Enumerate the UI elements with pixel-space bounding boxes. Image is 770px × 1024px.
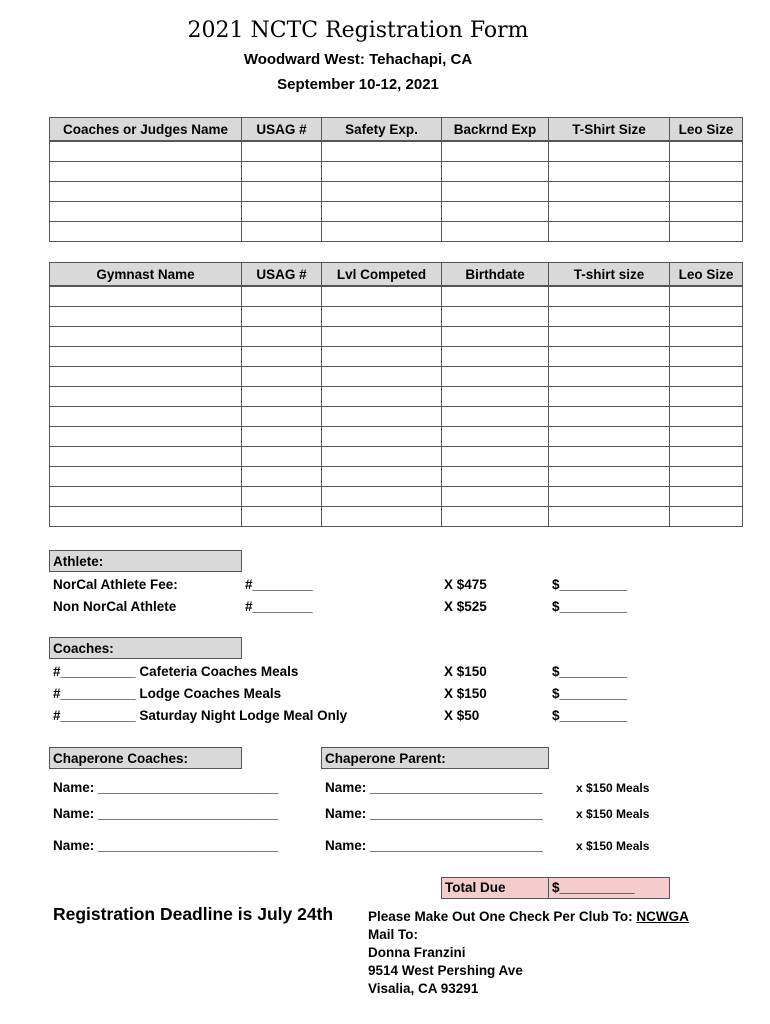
table-cell[interactable] [322, 286, 442, 307]
coaches-judges-table [49, 117, 743, 242]
table-cell[interactable] [322, 387, 442, 407]
table-row [50, 467, 743, 487]
athlete-price: X $525 [444, 599, 487, 614]
coach-meal-line[interactable]: #__________ Cafeteria Coaches Meals [53, 664, 299, 679]
table-cell[interactable] [242, 286, 322, 307]
table-cell[interactable] [50, 487, 242, 507]
chaperone-coach-name-field[interactable]: Name: ________________________ [53, 838, 279, 853]
table-row [50, 141, 743, 162]
column-header: Lvl Competed [322, 263, 442, 287]
table-cell[interactable] [670, 467, 743, 487]
table-cell[interactable] [442, 447, 549, 467]
column-header: Coaches or Judges Name [50, 118, 242, 142]
table-cell[interactable] [322, 447, 442, 467]
recipient-city: Visalia, CA 93291 [368, 981, 479, 996]
event-dates: September 10-12, 2021 [277, 76, 439, 93]
column-header: T-shirt size [549, 263, 670, 287]
table-cell[interactable] [549, 507, 670, 527]
table-row [50, 387, 743, 407]
table-cell[interactable] [50, 387, 242, 407]
table-cell[interactable] [442, 407, 549, 427]
table-cell[interactable] [50, 407, 242, 427]
table-row [50, 407, 743, 427]
table-cell[interactable] [670, 347, 743, 367]
table-cell[interactable] [549, 141, 670, 162]
column-header: USAG # [242, 118, 322, 142]
table-cell[interactable] [670, 387, 743, 407]
check-instructions-text: Please Make Out One Check Per Club To: [368, 909, 633, 924]
meal-price-note: x $150 Meals [576, 807, 650, 821]
table-row [50, 507, 743, 527]
column-header: Safety Exp. [322, 118, 442, 142]
table-cell[interactable] [670, 222, 743, 242]
table-cell[interactable] [549, 286, 670, 307]
table-cell[interactable] [442, 307, 549, 327]
table-cell[interactable] [670, 447, 743, 467]
table-cell[interactable] [242, 387, 322, 407]
table-cell[interactable] [442, 162, 549, 182]
table-cell[interactable] [242, 407, 322, 427]
table-cell[interactable] [242, 447, 322, 467]
coach-meal-price: X $150 [444, 686, 487, 701]
table-cell[interactable] [549, 162, 670, 182]
table-cell[interactable] [50, 447, 242, 467]
table-cell[interactable] [50, 286, 242, 307]
form-title: 2021 NCTC Registration Form [187, 18, 529, 43]
table-cell[interactable] [242, 507, 322, 527]
recipient-street: 9514 West Pershing Ave [368, 963, 523, 978]
meal-price-note: x $150 Meals [576, 839, 650, 853]
table-row [50, 162, 743, 182]
table-cell[interactable] [549, 427, 670, 447]
coaches-section-label: Coaches: [49, 637, 242, 659]
event-location: Woodward West: Tehachapi, CA [243, 51, 473, 68]
column-header: T-Shirt Size [549, 118, 670, 142]
table-cell[interactable] [50, 141, 242, 162]
table-cell[interactable] [242, 307, 322, 327]
table-cell[interactable] [242, 182, 322, 202]
table-cell[interactable] [442, 367, 549, 387]
table-cell[interactable] [442, 327, 549, 347]
table-cell[interactable] [549, 202, 670, 222]
table-cell[interactable] [549, 467, 670, 487]
table-row [50, 182, 743, 202]
table-cell[interactable] [322, 202, 442, 222]
column-header: USAG # [242, 263, 322, 287]
table-cell[interactable] [50, 307, 242, 327]
table-cell[interactable] [242, 367, 322, 387]
table-cell[interactable] [242, 162, 322, 182]
table-cell[interactable] [549, 182, 670, 202]
table-cell[interactable] [322, 467, 442, 487]
table-cell[interactable] [670, 427, 743, 447]
chaperone-coach-name-field[interactable]: Name: ________________________ [53, 806, 279, 821]
recipient-name: Donna Franzini [368, 945, 466, 960]
table-row [50, 347, 743, 367]
table-cell[interactable] [242, 202, 322, 222]
athlete-fee-label: Non NorCal Athlete [53, 599, 177, 614]
table-cell[interactable] [670, 162, 743, 182]
table-cell[interactable] [322, 162, 442, 182]
chaperone-coach-name-field[interactable]: Name: ________________________ [53, 780, 279, 795]
table-row [50, 487, 743, 507]
table-cell[interactable] [322, 222, 442, 242]
athlete-amount-field[interactable]: $_________ [552, 599, 628, 614]
table-cell[interactable] [670, 327, 743, 347]
total-due-field[interactable]: $__________ [548, 877, 670, 899]
payee-name: NCWGA [636, 909, 689, 924]
table-cell[interactable] [670, 202, 743, 222]
table-row [50, 202, 743, 222]
table-cell[interactable] [50, 182, 242, 202]
table-row [50, 327, 743, 347]
chaperone-parent-name-field[interactable]: Name: _______________________ [325, 838, 543, 853]
registration-deadline: Registration Deadline is July 24th [53, 904, 334, 924]
table-cell[interactable] [50, 507, 242, 527]
table-cell[interactable] [442, 202, 549, 222]
total-due-label: Total Due [441, 877, 549, 899]
table-row [50, 447, 743, 467]
table-cell[interactable] [549, 367, 670, 387]
coach-meal-price: X $50 [444, 708, 480, 723]
table-cell[interactable] [670, 487, 743, 507]
table-cell[interactable] [442, 286, 549, 307]
athlete-amount-field[interactable]: $_________ [552, 577, 628, 592]
column-header: Backrnd Exp [442, 118, 549, 142]
chaperone-parent-name-field[interactable]: Name: _______________________ [325, 806, 543, 821]
table-cell[interactable] [242, 347, 322, 367]
mail-to-label: Mail To: [368, 927, 418, 942]
table-cell[interactable] [242, 141, 322, 162]
table-cell[interactable] [670, 507, 743, 527]
coach-meal-amount-field[interactable]: $_________ [552, 686, 628, 701]
table-cell[interactable] [50, 367, 242, 387]
table-cell[interactable] [322, 182, 442, 202]
table-cell[interactable] [442, 347, 549, 367]
table-cell[interactable] [322, 487, 442, 507]
table-cell[interactable] [549, 487, 670, 507]
table-cell[interactable] [442, 222, 549, 242]
check-instructions [368, 908, 689, 926]
chaperone-parent-name-field[interactable]: Name: _______________________ [325, 780, 543, 795]
table-cell[interactable] [242, 467, 322, 487]
table-cell[interactable] [549, 387, 670, 407]
table-cell[interactable] [442, 507, 549, 527]
table-cell[interactable] [322, 347, 442, 367]
table-cell[interactable] [50, 347, 242, 367]
table-cell[interactable] [670, 182, 743, 202]
table-cell[interactable] [442, 141, 549, 162]
table-cell[interactable] [670, 141, 743, 162]
table-cell[interactable] [322, 307, 442, 327]
table-cell[interactable] [670, 307, 743, 327]
athlete-fee-label: NorCal Athlete Fee: [53, 577, 178, 592]
table-cell[interactable] [322, 507, 442, 527]
coach-meal-amount-field[interactable]: $_________ [552, 664, 628, 679]
table-cell[interactable] [322, 327, 442, 347]
athlete-section-label: Athlete: [49, 550, 242, 572]
athlete-price: X $475 [444, 577, 487, 592]
column-header: Gymnast Name [50, 263, 242, 287]
table-row [50, 222, 743, 242]
table-row [50, 367, 743, 387]
table-cell[interactable] [442, 427, 549, 447]
coach-meal-price: X $150 [444, 664, 487, 679]
chaperone-coaches-label: Chaperone Coaches: [49, 747, 242, 769]
athlete-count-field[interactable]: #________ [245, 577, 313, 592]
table-cell[interactable] [670, 367, 743, 387]
table-cell[interactable] [442, 387, 549, 407]
table-cell[interactable] [670, 286, 743, 307]
column-header: Birthdate [442, 263, 549, 287]
table-cell[interactable] [322, 141, 442, 162]
table-cell[interactable] [549, 222, 670, 242]
table-row [50, 286, 743, 307]
chaperone-parent-label: Chaperone Parent: [321, 747, 549, 769]
table-cell[interactable] [242, 327, 322, 347]
table-cell[interactable] [242, 222, 322, 242]
table-row [50, 307, 743, 327]
meal-price-note: x $150 Meals [576, 781, 650, 795]
table-cell[interactable] [50, 202, 242, 222]
column-header: Leo Size [670, 118, 743, 142]
table-cell[interactable] [442, 487, 549, 507]
table-cell[interactable] [442, 467, 549, 487]
table-cell[interactable] [322, 407, 442, 427]
coach-meal-line[interactable]: #__________ Lodge Coaches Meals [53, 686, 282, 701]
table-cell[interactable] [50, 427, 242, 447]
table-cell[interactable] [549, 447, 670, 467]
table-cell[interactable] [322, 367, 442, 387]
table-cell[interactable] [549, 407, 670, 427]
column-header: Leo Size [670, 263, 743, 287]
table-cell[interactable] [50, 467, 242, 487]
table-cell[interactable] [670, 407, 743, 427]
table-cell[interactable] [242, 487, 322, 507]
table-cell[interactable] [549, 347, 670, 367]
table-cell[interactable] [50, 162, 242, 182]
table-cell[interactable] [50, 327, 242, 347]
table-row [50, 427, 743, 447]
gymnast-table [49, 262, 743, 527]
table-cell[interactable] [549, 307, 670, 327]
table-cell[interactable] [322, 427, 442, 447]
athlete-count-field[interactable]: #________ [245, 599, 313, 614]
table-cell[interactable] [242, 427, 322, 447]
coach-meal-line[interactable]: #__________ Saturday Night Lodge Meal Only [53, 708, 348, 723]
table-cell[interactable] [442, 182, 549, 202]
table-cell[interactable] [50, 222, 242, 242]
table-cell[interactable] [549, 327, 670, 347]
coach-meal-amount-field[interactable]: $_________ [552, 708, 628, 723]
